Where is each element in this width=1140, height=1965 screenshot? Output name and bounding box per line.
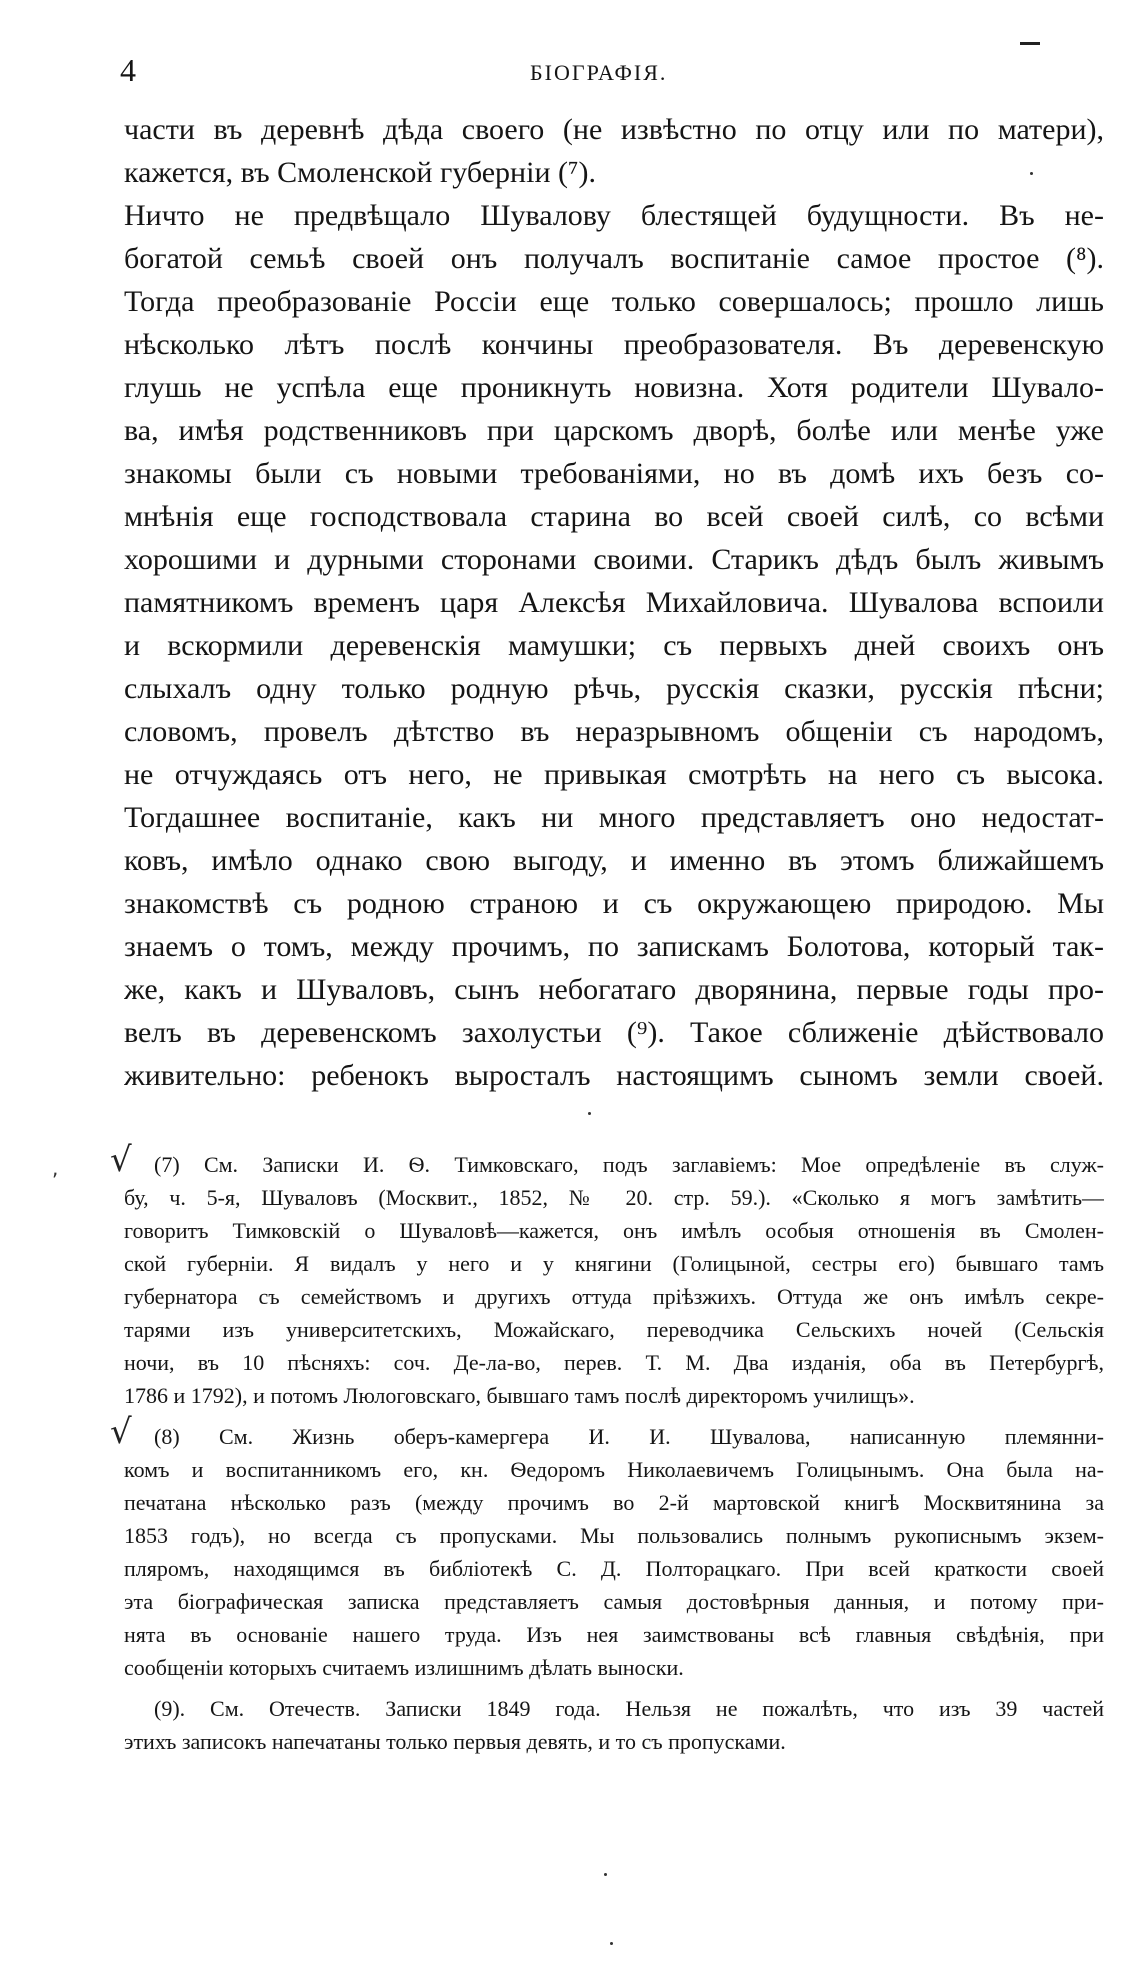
footnote-line: губернатора съ семействомъ и другихъ оттуда пріѣзжихъ. Оттуда же онъ имѣлъ секре- xyxy=(124,1284,1104,1309)
page-number: 4 xyxy=(120,52,136,88)
footnote-line: сообщеніи которыхъ считаемъ излишнимъ дѣлать выноски. xyxy=(124,1655,684,1680)
text-line: словомъ, провелъ дѣтство въ неразрывномъ общеніи съ народомъ, xyxy=(124,715,1104,748)
footnote-line: этихъ записокъ напечатаны только первыя девять, и то съ пропусками. xyxy=(124,1729,786,1754)
text-line: и вскормили деревенскія мамушки; съ первыхъ дней своихъ онъ xyxy=(124,629,1104,662)
footnote-line: (8) См. Жизнь оберъ-камергера И. И. Шувалова, написанную племянни- xyxy=(154,1424,1104,1449)
print-speck xyxy=(1030,172,1033,175)
footnotes xyxy=(124,1148,1104,1758)
footnote-line: (7) См. Записки И. Ѳ. Тимковскаго, подъ заглавіемъ: Мое опредѣленіе въ служ- xyxy=(154,1152,1104,1177)
footnote-line: 1786 и 1792), и потомъ Люлоговскаго, бывшаго тамъ послѣ директоромъ училищъ». xyxy=(124,1383,915,1408)
page-header xyxy=(120,52,1100,92)
text-line: кажется, въ Смоленской губерніи (⁷). xyxy=(124,156,596,189)
text-line: велъ въ деревенскомъ захолустьи (⁹). Такое сближеніе дѣйствовало xyxy=(124,1016,1104,1049)
footnote-line: бу, ч. 5-я, Шуваловъ (Москвит., 1852, № 20. стр. 59.). «Сколько я могъ замѣтить— xyxy=(124,1185,1104,1210)
text-line: нѣсколько лѣтъ послѣ кончины преобразователя. Въ деревенскую xyxy=(124,328,1104,361)
text-line: же, какъ и Шуваловъ, сынъ небогатаго дворянина, первые годы про- xyxy=(124,973,1104,1006)
text-line: знакомствѣ съ родною страною и съ окружающею природою. Мы xyxy=(124,887,1104,920)
text-line: знаемъ о томъ, между прочимъ, по запискамъ Болотова, который так- xyxy=(124,930,1104,963)
footnote-line: печатана нѣсколько разъ (между прочимъ во 2-й мартовской книгѣ Москвитянина за xyxy=(124,1490,1104,1515)
footnote-line: ской губерніи. Я видалъ у него и у княгини (Голицыной, сестры его) бывшаго тамъ xyxy=(124,1251,1104,1276)
text-line: глушь не успѣла еще проникнуть новизна. Хотя родители Шувало- xyxy=(124,371,1104,404)
main-text xyxy=(124,108,1104,1097)
text-line: живительно: ребенокъ выросталъ настоящимъ сыномъ земли своей. xyxy=(124,1059,1104,1092)
text-line: мнѣнія еще господствовала старина во всей своей силѣ, со всѣми xyxy=(124,500,1104,533)
footnote-line: пляромъ, находящимся въ библіотекѣ С. Д. Полторацкаго. При всей краткости своей xyxy=(124,1556,1104,1581)
text-line: богатой семьѣ своей онъ получалъ воспитаніе самое простое (⁸). xyxy=(124,242,1104,275)
text-line: части въ деревнѣ дѣда своего (не извѣстно по отцу или по матери), xyxy=(124,113,1104,146)
text-line: слыхалъ одну только родную рѣчь, русскія сказки, русскія пѣсни; xyxy=(124,672,1104,705)
print-speck xyxy=(610,1942,613,1945)
text-line: Тогда преобразованіе Россіи еще только совершалось; прошло лишь xyxy=(124,285,1104,318)
footnote-line: нята въ основаніе нашего труда. Изъ нея заимствованы всѣ главныя свѣдѣнія, при xyxy=(124,1622,1104,1647)
running-title: БІОГРАФІЯ. xyxy=(530,60,668,85)
text-line: памятникомъ временъ царя Алексѣя Михайловича. Шувалова вспоили xyxy=(124,586,1104,619)
text-line: знакомы были съ новыми требованіями, но въ домѣ ихъ безъ со- xyxy=(124,457,1104,490)
print-mark xyxy=(1020,42,1040,45)
footnote-line: говоритъ Тимковскій о Шуваловѣ—кажется, онъ имѣлъ особыя отношенія въ Смолен- xyxy=(124,1218,1104,1243)
footnote-line: (9). См. Отечеств. Записки 1849 года. Нельзя не пожалѣть, что изъ 39 частей xyxy=(154,1696,1104,1721)
text-line: хорошими и дурными сторонами своими. Старикъ дѣдъ былъ живымъ xyxy=(124,543,1104,576)
footnote-line: 1853 годъ), но всегда съ пропусками. Мы пользовались полнымъ рукописнымъ экзем- xyxy=(124,1523,1104,1548)
footnote-line: ночи, въ 10 пѣсняхъ: соч. Де-ла-во, перев. Т. М. Два изданія, оба въ Петербургѣ, xyxy=(124,1350,1104,1375)
print-speck xyxy=(604,1873,607,1876)
text-line: Тогдашнее воспитаніе, какъ ни много представляетъ оно недостат- xyxy=(124,801,1104,834)
margin-tick-icon: , xyxy=(52,1156,59,1180)
text-line: ковъ, имѣло однако свою выгоду, и именно въ этомъ ближайшемъ xyxy=(124,844,1104,877)
text-line: ва, имѣя родственниковъ при царскомъ дворѣ, болѣе или менѣе уже xyxy=(124,414,1104,447)
footnote-8 xyxy=(124,1420,1104,1684)
footnote-7 xyxy=(124,1148,1104,1412)
text-line: не отчуждаясь отъ него, не привыкая смотрѣть на него съ высока. xyxy=(124,758,1104,791)
footnote-line: эта біографическая записка представляетъ самыя достовѣрныя данныя, и потому при- xyxy=(124,1589,1104,1614)
checkmark-icon: √ xyxy=(110,1412,132,1452)
footnote-9 xyxy=(124,1692,1104,1758)
footnote-line: комъ и воспитанникомъ его, кн. Ѳедоромъ Николаевичемъ Голицынымъ. Она была на- xyxy=(124,1457,1104,1482)
print-speck xyxy=(588,1112,591,1115)
text-line: Ничто не предвѣщало Шувалову блестящей будущности. Въ не- xyxy=(124,199,1104,232)
footnote-line: тарями изъ университетскихъ, Можайскаго, переводчика Сельскихъ ночей (Сельскія xyxy=(124,1317,1104,1342)
checkmark-icon: √ xyxy=(110,1140,132,1180)
